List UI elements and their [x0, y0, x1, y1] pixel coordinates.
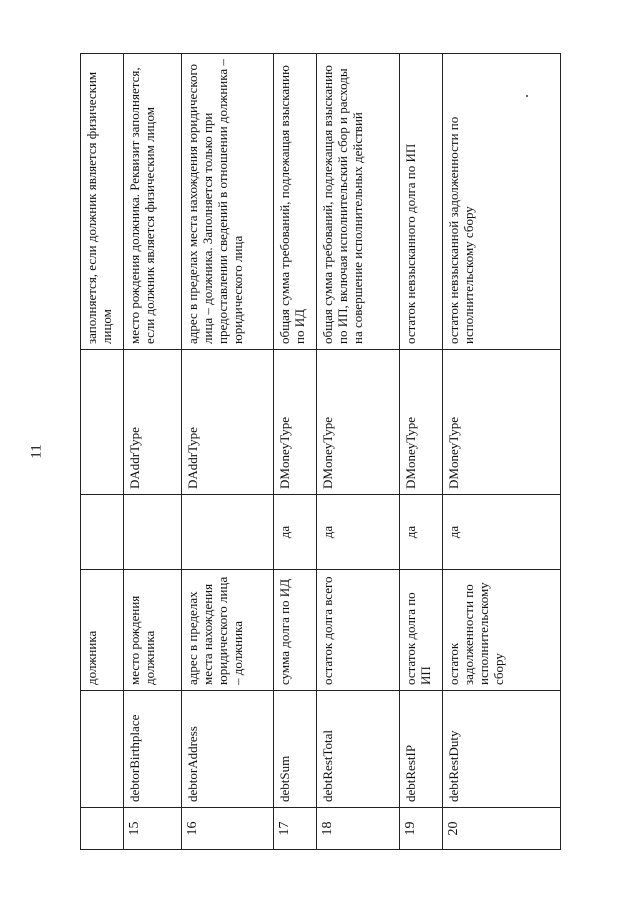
row-number: 19: [400, 808, 443, 850]
field-type: [81, 350, 124, 495]
field-type: DMoneyType: [400, 350, 443, 495]
field-code: debtRestTotal: [317, 691, 400, 808]
row-number: 18: [317, 808, 400, 850]
required-flag: да: [274, 495, 317, 570]
field-description: адрес в пределах места нахождения юридического лица – должника. Заполняется только при предоставлении сведений в отношении должника – юридического лица: [182, 54, 274, 350]
table-row: [274, 54, 317, 850]
field-type: DMoneyType: [317, 350, 400, 495]
page-number: 11: [28, 444, 45, 459]
field-name: остаток долга по ИП: [400, 570, 443, 691]
field-name: должника: [81, 570, 124, 691]
field-code: debtSum: [274, 691, 317, 808]
table-row: [124, 54, 182, 850]
field-code: debtorAddress: [182, 691, 274, 808]
fields-table: [80, 53, 561, 850]
required-flag: [182, 495, 274, 570]
required-flag: да: [400, 495, 443, 570]
required-flag: да: [443, 495, 561, 570]
field-code: debtorBirthplace: [124, 691, 182, 808]
table-row: [182, 54, 274, 850]
field-type: DMoneyType: [443, 350, 561, 495]
table-row: [443, 54, 561, 850]
field-code: debtRestIP: [400, 691, 443, 808]
rotated-table-container: [80, 54, 560, 850]
field-description: остаток невзысканной задолженности по исполнительскому сбору: [443, 54, 561, 350]
field-description: общая сумма требований, подлежащая взысканию по ИП, включая исполнительский сбор и расходы на совершение исполнительных действий: [317, 54, 400, 350]
field-name: остаток долга всего: [317, 570, 400, 691]
field-description: остаток невзысканного долга по ИП: [400, 54, 443, 350]
required-flag: [81, 495, 124, 570]
row-number: 17: [274, 808, 317, 850]
required-flag: да: [317, 495, 400, 570]
row-number: [81, 808, 124, 850]
field-type: DAddrType: [182, 350, 274, 495]
row-number: 15: [124, 808, 182, 850]
field-name: сумма долга по ИД: [274, 570, 317, 691]
table-row: [317, 54, 400, 850]
field-name: остаток задолженности по исполнительскому сбору: [443, 570, 561, 691]
field-description: заполняется, если должник является физическим лицом: [81, 54, 124, 350]
field-description: общая сумма требований, подлежащая взысканию по ИД: [274, 54, 317, 350]
field-code: [81, 691, 124, 808]
row-number: 20: [443, 808, 561, 850]
table-row: [400, 54, 443, 850]
required-flag: [124, 495, 182, 570]
field-code: debtRestDuty: [443, 691, 561, 808]
field-description: место рождения должника. Реквизит заполняется, если должник является физическим лицом: [124, 54, 182, 350]
field-name: адрес в пределах места нахождения юридического лица – должника: [182, 570, 274, 691]
field-name: место рождения должника: [124, 570, 182, 691]
table-row: [81, 54, 124, 850]
field-type: DAddrType: [124, 350, 182, 495]
field-type: DMoneyType: [274, 350, 317, 495]
row-number: 16: [182, 808, 274, 850]
